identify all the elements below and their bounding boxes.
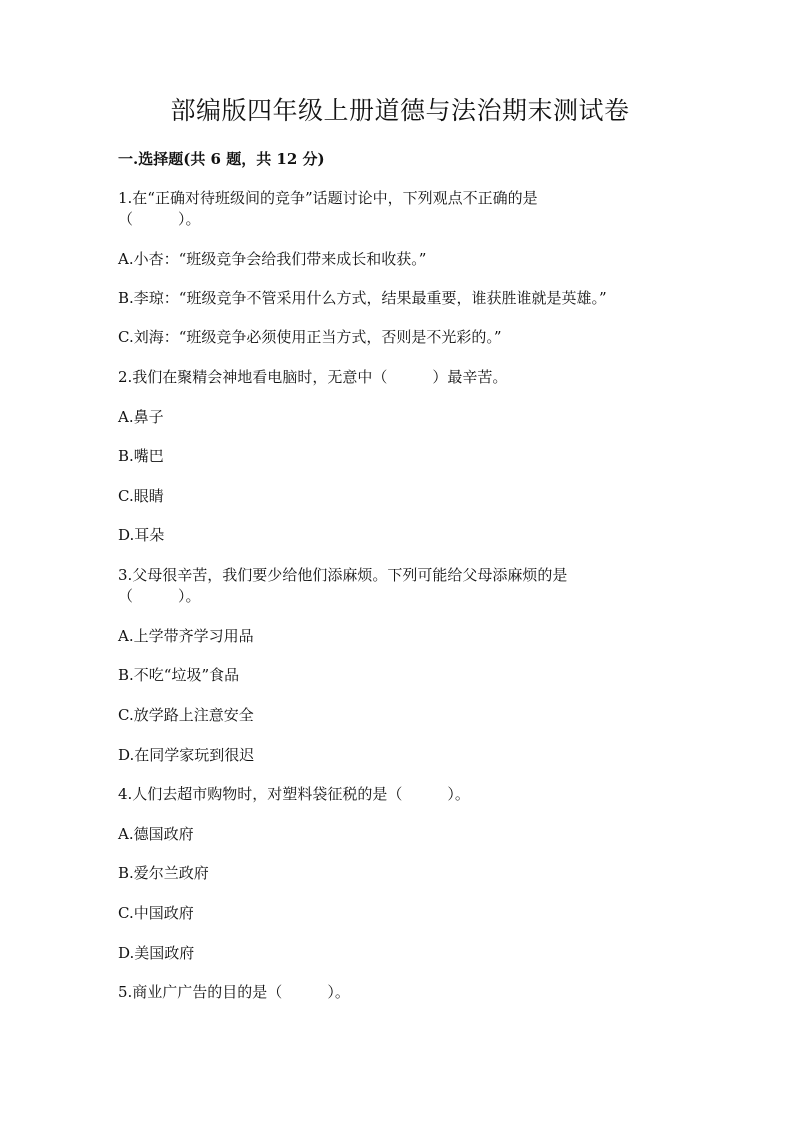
- question-2-option-d: D.耳朵: [118, 526, 165, 544]
- question-3-blank: （ ）。: [118, 587, 201, 605]
- question-5-stem: 5.商业广广告的目的是（ ）。: [118, 983, 350, 1001]
- question-4-option-c: C.中国政府: [118, 904, 194, 922]
- exam-title: 部编版四年级上册道德与法治期末测试卷: [170, 96, 630, 125]
- question-3-stem: 3.父母很辛苦，我们要少给他们添麻烦。下列可能给父母添麻烦的是: [118, 566, 568, 584]
- question-2-option-c: C.眼睛: [118, 487, 164, 505]
- question-3-option-c: C.放学路上注意安全: [118, 706, 254, 724]
- question-2-option-b: B.嘴巴: [118, 447, 164, 465]
- question-2-stem: 2.我们在聚精会神地看电脑时，无意中（ ）最辛苦。: [118, 368, 508, 386]
- question-4-option-a: A.德国政府: [118, 825, 194, 843]
- section-heading: 一.选择题(共 6 题，共 12 分): [118, 150, 325, 168]
- question-1-option-a: A.小杏：“班级竞争会给我们带来成长和收获。”: [118, 250, 427, 268]
- question-3-option-d: D.在同学家玩到很迟: [118, 746, 255, 764]
- question-1-option-b: B.李琼：“班级竞争不管采用什么方式，结果最重要，谁获胜谁就是英雄。”: [118, 289, 607, 307]
- question-4-option-b: B.爱尔兰政府: [118, 864, 209, 882]
- question-1-option-c: C.刘海：“班级竞争必须使用正当方式，否则是不光彩的。”: [118, 328, 502, 346]
- question-3-option-a: A.上学带齐学习用品: [118, 627, 254, 645]
- question-1-blank: （ ）。: [118, 210, 201, 228]
- question-2-option-a: A.鼻子: [118, 408, 164, 426]
- question-4-option-d: D.美国政府: [118, 944, 195, 962]
- question-3-option-b: B.不吃“垃圾”食品: [118, 666, 240, 684]
- question-4-stem: 4.人们去超市购物时，对塑料袋征税的是（ ）。: [118, 785, 470, 803]
- question-1-stem: 1.在“正确对待班级间的竞争”话题讨论中，下列观点不正确的是: [118, 189, 538, 207]
